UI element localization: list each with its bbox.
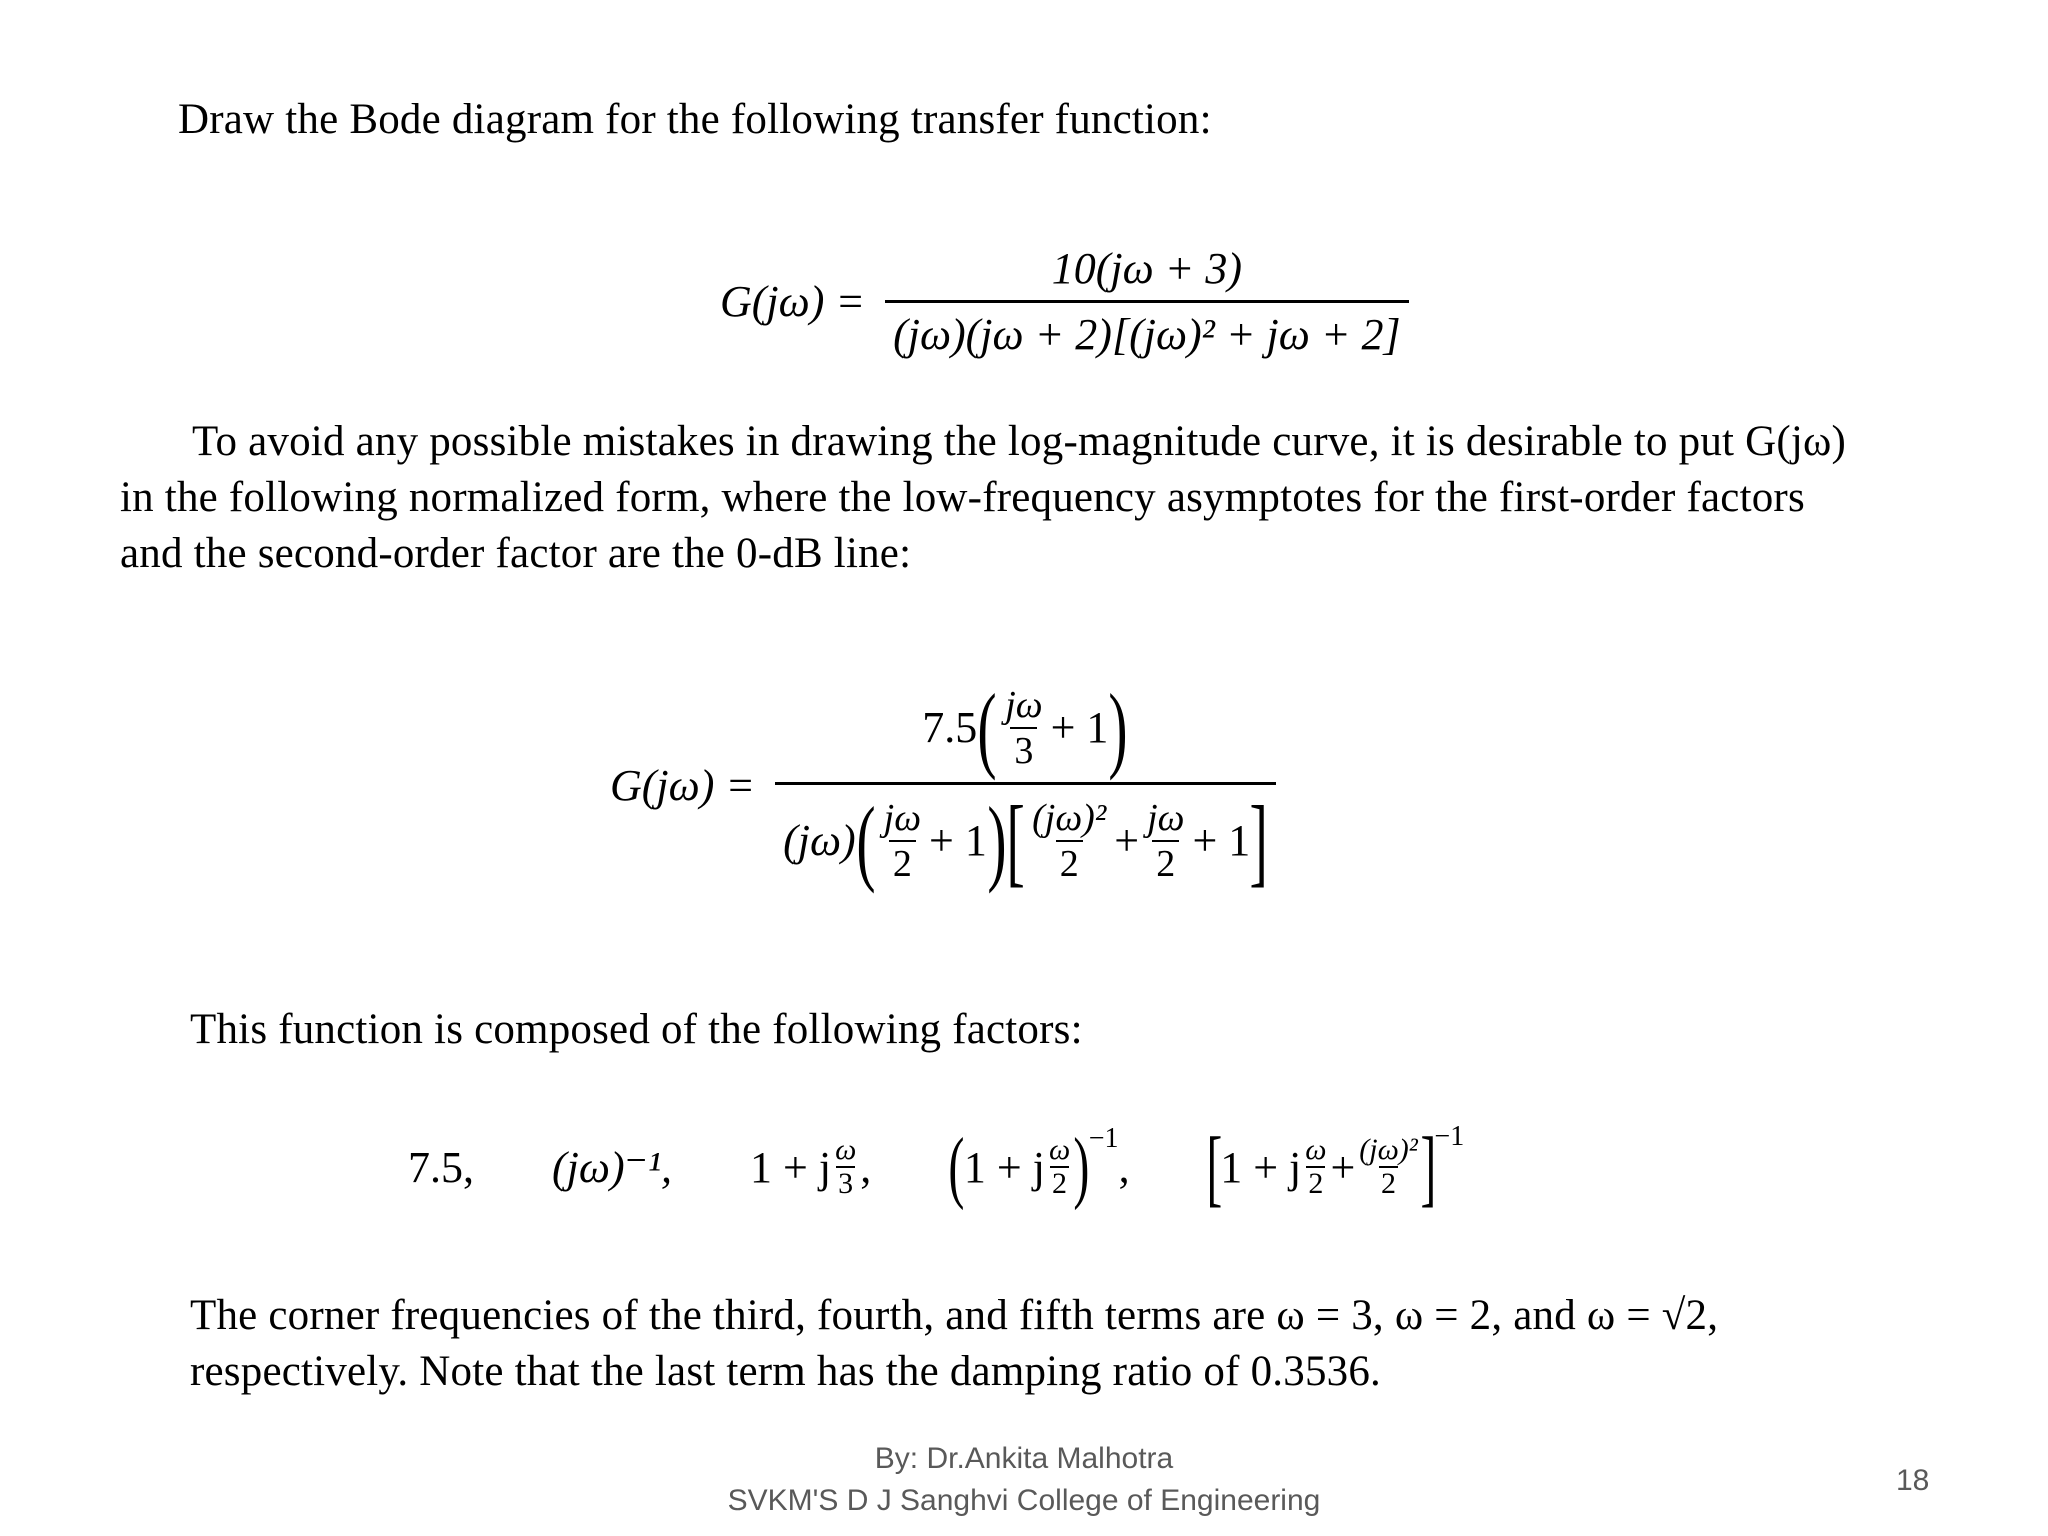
- fraction-denominator: 2: [889, 840, 916, 884]
- equation2-lhs: G(jω) =: [610, 760, 756, 810]
- factor-5-prefix: 1 + j: [1220, 1142, 1302, 1192]
- plus-one: + 1: [1050, 703, 1109, 752]
- paragraph-2: [190, 1288, 1950, 1400]
- factor-3-fraction: [833, 1135, 858, 1199]
- fraction-numerator: (jω)²: [1359, 1133, 1418, 1166]
- factors-list: [408, 1112, 1464, 1222]
- fraction-denominator: 3: [838, 1167, 854, 1200]
- fraction-numerator: ω: [1305, 1133, 1327, 1166]
- factor-4: [949, 1119, 1129, 1215]
- problem-statement: Draw the Bode diagram for the following transfer function:: [178, 96, 1212, 143]
- equation1-numerator: 10(jω + 3): [1051, 243, 1242, 293]
- footer: [624, 1438, 1424, 1522]
- left-paren: (: [948, 1123, 965, 1211]
- left-bracket: [: [1206, 1119, 1222, 1215]
- factor-5: [1208, 1117, 1465, 1217]
- footer-institution: SVKM'S D J Sanghvi College of Engineering: [727, 1484, 1321, 1517]
- equation2-den-fraction-2: [1028, 798, 1110, 884]
- factors-intro: This function is composed of the following factors:: [190, 1006, 1083, 1053]
- normalized-transfer-function-equation: [610, 650, 1282, 920]
- equation2-fraction: [775, 673, 1276, 896]
- footer-author: By: Dr.Ankita Malhotra: [874, 1442, 1174, 1475]
- right-bracket: ]: [1420, 1119, 1436, 1215]
- fraction-denominator: 2: [1308, 1167, 1324, 1200]
- fraction-denominator: 3: [1010, 727, 1037, 771]
- equation2-gain: 7.5: [922, 703, 978, 752]
- left-bracket: [: [1006, 784, 1025, 896]
- paragraph-1-line-3: and the second-order factor are the 0-dB line:: [120, 530, 912, 577]
- paragraph-1-line-1: To avoid any possible mistakes in drawing the log-magnitude curve, it is desirable to put G(jω): [192, 418, 1847, 465]
- fraction-numerator: ω: [835, 1133, 857, 1166]
- fraction-numerator: (jω)²: [1032, 796, 1107, 839]
- fraction-numerator: jω: [1005, 683, 1043, 726]
- factor-4-exponent: −1: [1088, 1123, 1119, 1154]
- paragraph-2-line-1: The corner frequencies of the third, fourth, and fifth terms are ω = 3, ω = 2, and ω = √2,: [190, 1292, 1719, 1339]
- factor-4-prefix: 1 + j: [963, 1142, 1045, 1192]
- fraction-denominator: 2: [1381, 1167, 1397, 1200]
- right-bracket: ]: [1249, 784, 1269, 896]
- right-paren: ): [1108, 673, 1129, 781]
- plus-one: + 1: [929, 816, 987, 865]
- factor-3: [750, 1135, 871, 1199]
- equation2-den-jw: (jω): [783, 816, 856, 865]
- paragraph-2-line-2: respectively. Note that the last term has the damping ratio of 0.3536.: [190, 1348, 1381, 1395]
- factor-3-suffix: ,: [860, 1142, 872, 1192]
- plus-sign: +: [1114, 816, 1140, 865]
- right-paren: ): [987, 786, 1007, 894]
- equation2-den-fraction-3: [1143, 798, 1188, 884]
- paragraph-1: [120, 414, 1950, 582]
- factor-4-suffix: ,: [1118, 1142, 1130, 1192]
- fraction-numerator: jω: [1147, 796, 1185, 839]
- fraction-denominator: 2: [1152, 840, 1179, 884]
- factor-3-prefix: 1 + j: [750, 1142, 832, 1192]
- factor-5-fraction-1: [1303, 1135, 1328, 1199]
- transfer-function-equation: [720, 236, 1415, 366]
- paragraph-1-line-2: in the following normalized form, where the low-frequency asymptotes for the first-order factors: [120, 474, 1805, 521]
- right-paren: ): [1073, 1123, 1090, 1211]
- left-paren: (: [977, 673, 997, 781]
- factor-1: 7.5,: [408, 1142, 474, 1192]
- fraction-denominator: 2: [1052, 1167, 1068, 1200]
- equation2-numerator: [914, 673, 1136, 782]
- factor-2: (jω)⁻¹,: [552, 1142, 673, 1192]
- factor-5-fraction-2: [1357, 1135, 1420, 1199]
- factor-5-exponent: −1: [1434, 1121, 1465, 1152]
- plus-sign: +: [1330, 1142, 1356, 1192]
- factor-4-fraction: [1047, 1135, 1072, 1199]
- fraction-numerator: ω: [1048, 1133, 1071, 1166]
- equation1-fraction: [885, 243, 1409, 360]
- page-number: 18: [1896, 1464, 1930, 1497]
- plus-one: + 1: [1192, 816, 1251, 865]
- fraction-numerator: jω: [883, 796, 922, 839]
- equation1-denominator: (jω)(jω + 2)[(jω)² + jω + 2]: [885, 300, 1409, 360]
- equation2-num-fraction: [1001, 685, 1046, 771]
- equation2-denominator: [775, 782, 1276, 896]
- equation2-den-fraction-1: [880, 798, 925, 884]
- left-paren: (: [856, 786, 876, 894]
- equation1-lhs: G(jω) =: [720, 276, 866, 326]
- fraction-denominator: 2: [1056, 840, 1083, 884]
